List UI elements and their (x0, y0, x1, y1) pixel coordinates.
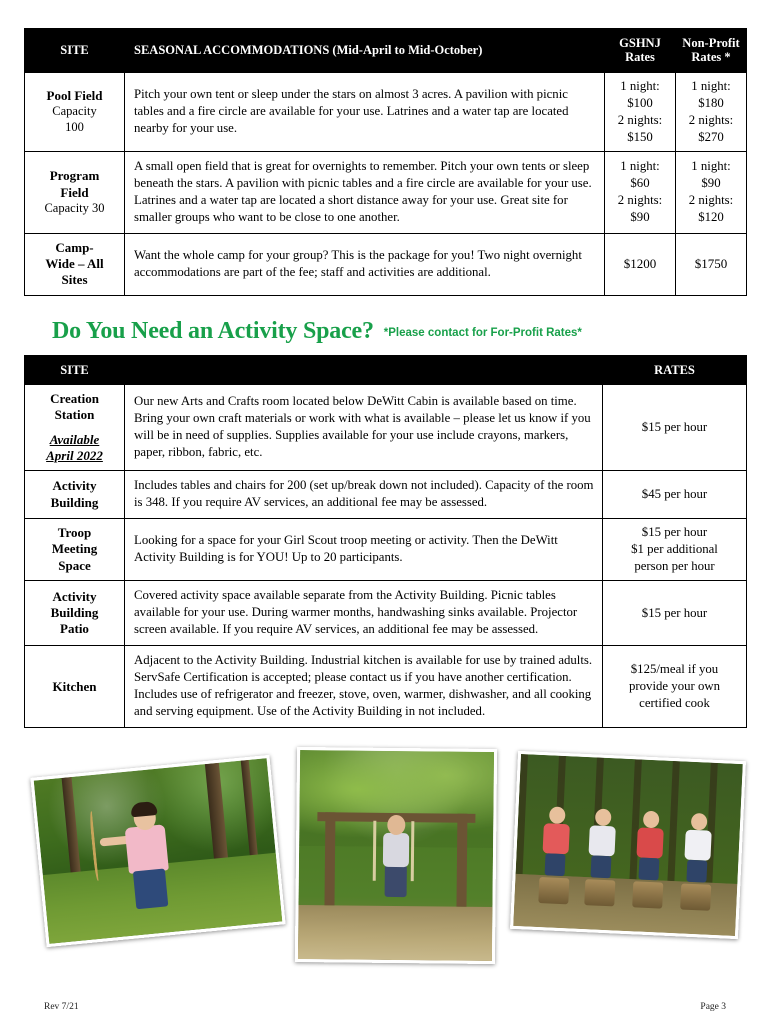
site-name-cell (25, 151, 125, 233)
site-title: Program Field (49, 168, 100, 200)
table-row (25, 151, 747, 233)
col-header-gshnj-rates: GSHNJ Rates (605, 29, 676, 73)
site-name-cell (25, 471, 125, 519)
rate-line: $120 (698, 210, 724, 225)
site-capacity: Capacity 30 (44, 200, 105, 215)
table-row (25, 581, 747, 646)
rate-line: $100 (627, 95, 653, 110)
rate-line: $90 (701, 176, 721, 191)
site-name-cell (25, 72, 125, 151)
rate-line: 1 night: (620, 78, 660, 93)
footer-page-number: Page 3 (700, 1002, 726, 1012)
footer-revision: Rev 7/21 (44, 1002, 79, 1012)
site-name-cell (25, 519, 125, 581)
site-description: Includes tables and chairs for 200 (set up/break down not included). Capacity of the room is 348. If you require AV services, an additional fee may be assessed. (125, 471, 603, 519)
site-title: Activity Building (50, 478, 99, 510)
table-row (25, 519, 747, 581)
girl-archery-photo (30, 755, 285, 947)
site-capacity: Capacity 100 (52, 104, 97, 134)
gshnj-rate-cell (605, 72, 676, 151)
gshnj-rate-cell: $1200 (605, 233, 676, 295)
rate-line: $1 per additional (631, 542, 718, 557)
site-description: Pitch your own tent or sleep under the stars on almost 3 acres. A pavilion with picnic tables and a fire circle are available for your use. Latrines and a water tap are located nearby for your use. (125, 72, 605, 151)
girl-ropes-course-photo (295, 747, 497, 964)
table-row (25, 233, 747, 295)
rate-cell: $15 per hour (603, 385, 747, 471)
rate-line: 1 night: (620, 159, 660, 174)
site-description: Looking for a space for your Girl Scout troop meeting or activity. Then the DeWitt Activity Building is for YOU! Up to 20 participants. (125, 519, 603, 581)
rate-line: $270 (698, 129, 724, 144)
availability-note: Available April 2022 (46, 431, 103, 463)
rate-line: provide your own (629, 679, 720, 694)
heading-note: *Please contact for For-Profit Rates* (383, 326, 582, 339)
rate-line: 2 nights: (617, 193, 663, 208)
rate-line: $90 (630, 210, 650, 225)
site-title: Activity Building Patio (50, 588, 99, 637)
site-description: Our new Arts and Crafts room located below DeWitt Cabin is available based on time. Bring your own craft materials or work with what is available – please let us know if you will be in need of supplies. Supplies available for your use include crayons, markers, paper, ribbon, fabric, etc. (125, 385, 603, 471)
rate-line: 1 night: (691, 78, 731, 93)
page-footer (0, 1002, 770, 1012)
col-header-site: SITE (25, 355, 125, 384)
rate-cell (603, 646, 747, 728)
col-header-accommodations: SEASONAL ACCOMMODATIONS (Mid-April to Mid-October) (125, 29, 605, 73)
gshnj-rate-cell (605, 151, 676, 233)
site-name-cell (25, 385, 125, 471)
photo-collage (24, 742, 746, 974)
site-description: Covered activity space available separate from the Activity Building. Picnic tables available for your use. During warmer months, handwashing sinks available. Projector screen available. If you require AV services, an additional fee may be assessed. (125, 581, 603, 646)
girls-on-stumps-photo (510, 751, 746, 939)
rate-line: certified cook (639, 696, 710, 711)
table-header-row (25, 29, 747, 73)
site-name-cell (25, 581, 125, 646)
table-row (25, 471, 747, 519)
nonprofit-rate-cell: $1750 (676, 233, 747, 295)
activity-space-heading (24, 318, 746, 345)
rate-line: $125/meal if you (630, 662, 719, 677)
col-header-site: SITE (25, 29, 125, 73)
table-row (25, 385, 747, 471)
col-header-rates: RATES (603, 355, 747, 384)
table-row (25, 646, 747, 728)
site-description: Adjacent to the Activity Building. Industrial kitchen is available for use by trained adults. ServSafe Certification is accepted; please contact us if you have another certification. Includes use of refrigerator and freezer, stove, oven, warmer, dishwasher, and all cooking and serving equipment. Use of the Activity Building in not included. (125, 646, 603, 728)
site-title: Pool Field (46, 88, 103, 104)
rate-line: $60 (630, 176, 650, 191)
rate-line: person per hour (634, 559, 715, 574)
rate-line: 2 nights: (688, 112, 734, 127)
site-name-cell (25, 646, 125, 728)
site-title: Camp- Wide – All Sites (45, 239, 104, 288)
nonprofit-rate-cell (676, 151, 747, 233)
rate-line: 2 nights: (617, 112, 663, 127)
rate-cell: $15 per hour (603, 581, 747, 646)
site-description: Want the whole camp for your group? This is the package for you! Two night overnight accommodations are part of the fee; staff and activities are additional. (125, 233, 605, 295)
table-header-row (25, 355, 747, 384)
nonprofit-rate-cell (676, 72, 747, 151)
site-title: Troop Meeting Space (51, 525, 98, 573)
site-title: Creation Station (50, 391, 99, 423)
col-header-blank (125, 355, 603, 384)
heading-text: Do You Need an Activity Space? (52, 317, 374, 344)
col-header-nonprofit-rates: Non-Profit Rates * (676, 29, 747, 73)
activity-space-table (24, 355, 747, 729)
seasonal-accommodations-table (24, 28, 747, 296)
site-name-cell (25, 233, 125, 295)
rate-line: $180 (698, 95, 724, 110)
rate-line: $150 (627, 129, 653, 144)
table-row (25, 72, 747, 151)
rate-cell: $45 per hour (603, 471, 747, 519)
site-title: Kitchen (52, 678, 97, 694)
rate-line: 2 nights: (688, 193, 734, 208)
rate-line: 1 night: (691, 159, 731, 174)
site-description: A small open field that is great for overnights to remember. Pitch your own tents or sleep beneath the stars. A pavilion with picnic tables and a fire circle are available for your use. Latrines and a water tap are located a short distance away for your use. Great site for smaller groups who want to be close to one another. (125, 151, 605, 233)
rate-cell (603, 519, 747, 581)
rate-line: $15 per hour (641, 525, 708, 540)
